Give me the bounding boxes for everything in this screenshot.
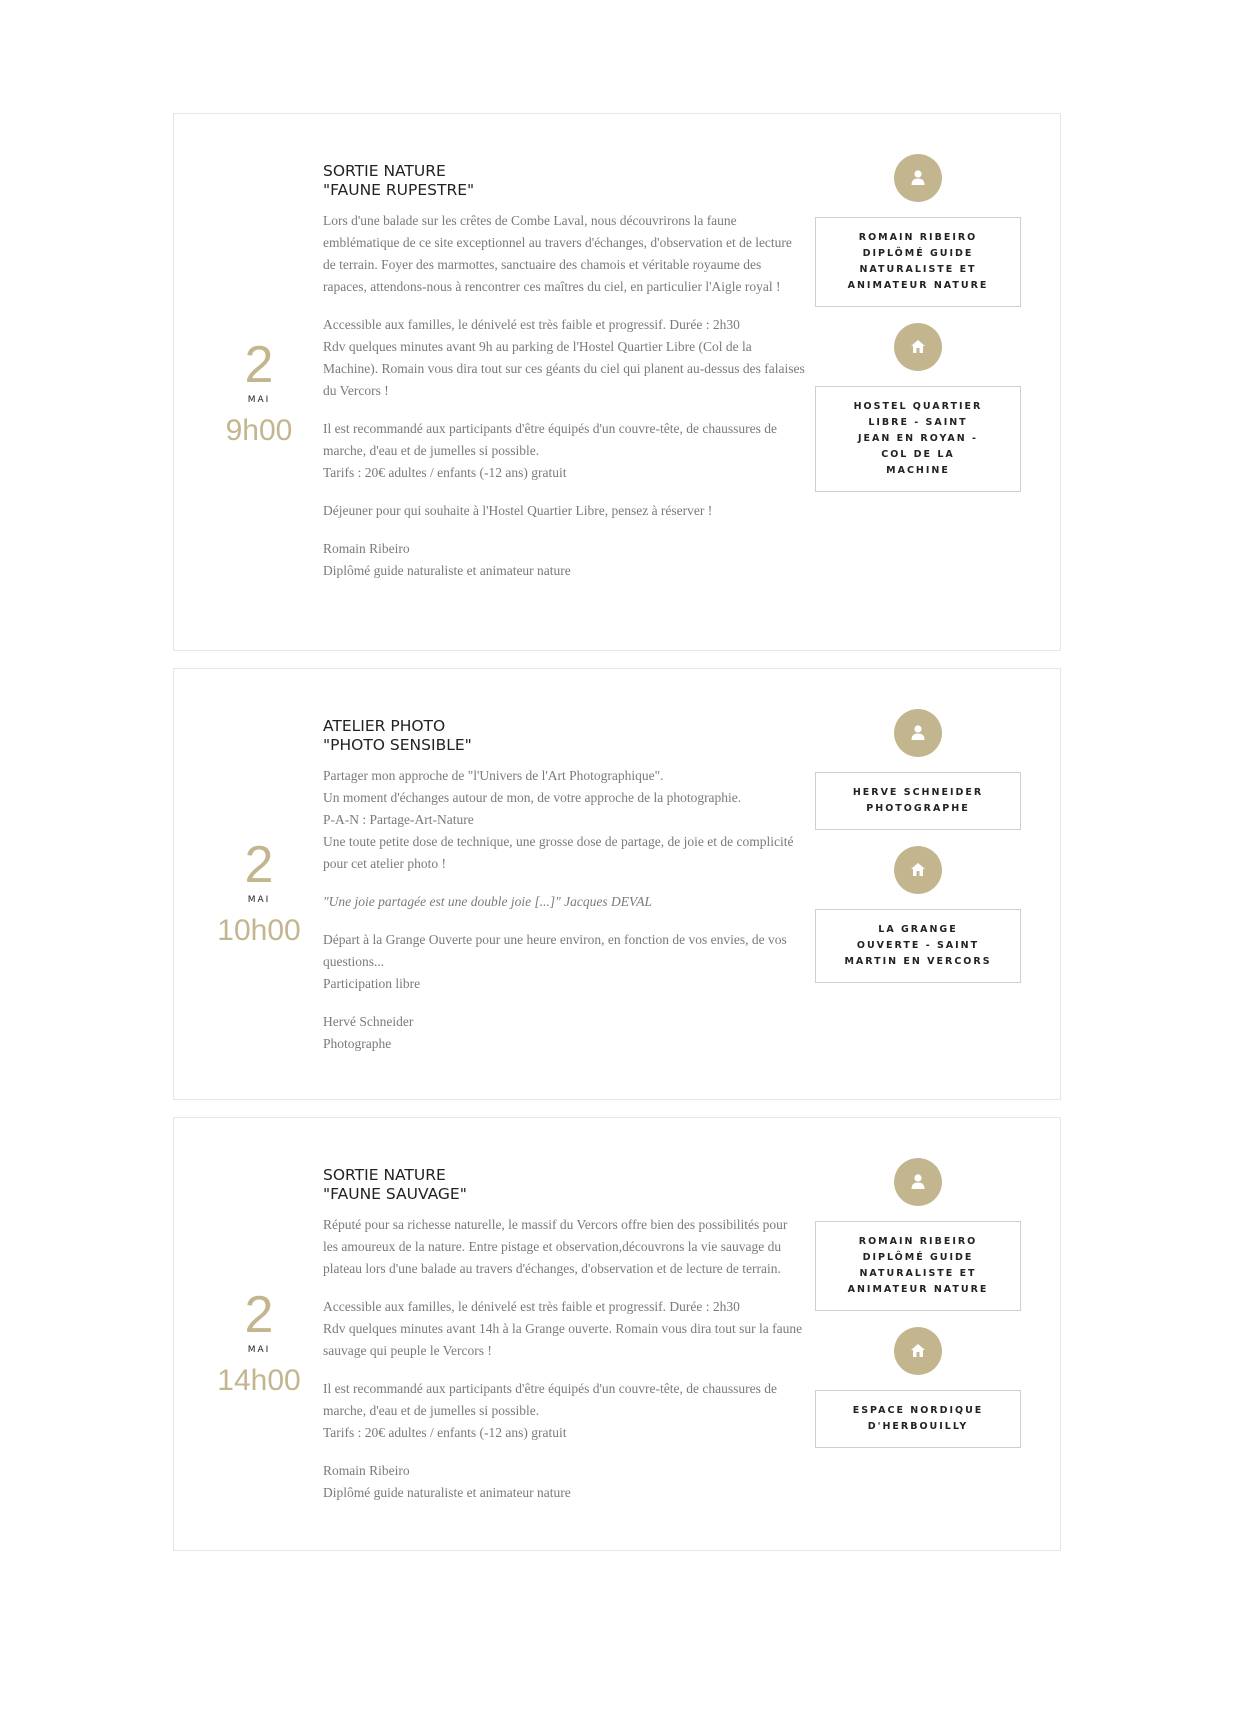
user-icon	[894, 154, 942, 202]
event-description	[323, 1214, 805, 1280]
location-box: ESPACE NORDIQUE D'HERBOUILLY	[815, 1390, 1021, 1448]
event-day: 2	[244, 836, 274, 894]
text-line: Partager mon approche de "l'Univers de l'Art Photographique".	[323, 768, 664, 783]
event-card-2	[173, 668, 1061, 1100]
text-line: Photographe	[323, 1036, 392, 1051]
event-day: 2	[244, 336, 274, 394]
text-line: Un moment d'échanges autour de mon, de votre approche de la photographie.	[323, 790, 742, 805]
location-box: LA GRANGE OUVERTE - SAINT MARTIN EN VERCORS	[815, 909, 1021, 983]
event-quote	[323, 891, 805, 913]
guide-box: ROMAIN RIBEIRO DIPLÔMÉ GUIDE NATURALISTE ET ANIMATEUR NATURE	[815, 217, 1021, 307]
user-icon	[894, 709, 942, 757]
event-title-line1: ATELIER PHOTO	[323, 717, 446, 735]
guide-box: HERVE SCHNEIDER PHOTOGRAPHE	[815, 772, 1021, 830]
event-date	[194, 336, 324, 447]
event-signature	[323, 538, 805, 582]
event-sidebar	[815, 154, 1021, 508]
event-month: MAI	[247, 395, 271, 405]
event-title	[323, 1166, 805, 1204]
text-line: Hervé Schneider	[323, 1014, 414, 1029]
event-access-info	[323, 314, 805, 402]
event-title-line2: "FAUNE SAUVAGE"	[323, 1185, 467, 1203]
event-title-line1: SORTIE NATURE	[323, 1166, 446, 1184]
event-signature	[323, 1011, 805, 1055]
text-line: Déjeuner pour qui souhaite à l'Hostel Quartier Libre, pensez à réserver !	[323, 503, 713, 518]
event-card-3	[173, 1117, 1061, 1551]
guide-box: ROMAIN RIBEIRO DIPLÔMÉ GUIDE NATURALISTE ET ANIMATEUR NATURE	[815, 1221, 1021, 1311]
text-line: Rdv quelques minutes avant 9h au parking de l'Hostel Quartier Libre (Col de la Machine). Romain vous dira tout sur ces géants du ciel qui planent au-dessus des falaises du Vercors !	[323, 339, 805, 398]
event-month: MAI	[247, 895, 271, 905]
event-access-info	[323, 1296, 805, 1362]
event-title-line2: "PHOTO SENSIBLE"	[323, 736, 472, 754]
event-time: 9h00	[225, 414, 293, 447]
user-icon	[894, 1158, 942, 1206]
text-line: P-A-N : Partage-Art-Nature	[323, 812, 474, 827]
text-line: Départ à la Grange Ouverte pour une heure environ, en fonction de vos envies, de vos questions...	[323, 932, 787, 969]
home-icon	[894, 323, 942, 371]
event-description	[323, 765, 805, 875]
text-line: Diplômé guide naturaliste et animateur nature	[323, 1485, 571, 1500]
event-time: 10h00	[217, 914, 301, 947]
event-content	[323, 717, 805, 1071]
text-line: Tarifs : 20€ adultes / enfants (-12 ans) gratuit	[323, 465, 567, 480]
text-line: Une toute petite dose de technique, une grosse dose de partage, de joie et de complicité pour cet atelier photo !	[323, 834, 794, 871]
text-line: Il est recommandé aux participants d'être équipés d'un couvre-tête, de chaussures de marche, d'eau et de jumelles si possible.	[323, 1381, 777, 1418]
event-content	[323, 1166, 805, 1520]
text-line: Diplômé guide naturaliste et animateur nature	[323, 563, 571, 578]
home-icon	[894, 1327, 942, 1375]
event-requirements	[323, 418, 805, 484]
location-box: HOSTEL QUARTIER LIBRE - SAINT JEAN EN ROYAN - COL DE LA MACHINE	[815, 386, 1021, 492]
text-line: Accessible aux familles, le dénivelé est très faible et progressif. Durée : 2h30	[323, 317, 740, 332]
event-lunch-info	[323, 500, 805, 522]
text-line: Accessible aux familles, le dénivelé est très faible et progressif. Durée : 2h30	[323, 1299, 740, 1314]
text-line: Réputé pour sa richesse naturelle, le massif du Vercors offre bien des possibilités pour les amoureux de la nature. Entre pistage et observation,découvrons la vie sauvage du plateau lors d'une balade au travers d'échanges, d'observation et de lecture de terrain.	[323, 1217, 788, 1276]
event-time: 14h00	[217, 1364, 301, 1397]
event-title	[323, 162, 805, 200]
text-line: Romain Ribeiro	[323, 1463, 410, 1478]
event-title-line1: SORTIE NATURE	[323, 162, 446, 180]
event-description	[323, 210, 805, 298]
text-line: Il est recommandé aux participants d'être équipés d'un couvre-tête, de chaussures de marche, d'eau et de jumelles si possible.	[323, 421, 777, 458]
text-line: Lors d'une balade sur les crêtes de Combe Laval, nous découvrirons la faune emblématique de ce site exceptionnel au travers d'échanges, d'observation et de lecture de terrain. Foyer des marmottes, sanctuaire des chamois et véritable royaume des rapaces, attendons-nous à rencontrer ces maîtres du ciel, en particulier l'Aigle royal !	[323, 213, 792, 294]
event-requirements	[323, 1378, 805, 1444]
event-day: 2	[244, 1286, 274, 1344]
event-date	[194, 1286, 324, 1397]
text-line: "Une joie partagée est une double joie [...]" Jacques DEVAL	[323, 894, 653, 909]
event-title-line2: "FAUNE RUPESTRE"	[323, 181, 475, 199]
event-sidebar	[815, 709, 1021, 999]
event-content	[323, 162, 805, 598]
text-line: Romain Ribeiro	[323, 541, 410, 556]
text-line: Rdv quelques minutes avant 14h à la Grange ouverte. Romain vous dira tout sur la faune sauvage qui peuple le Vercors !	[323, 1321, 803, 1358]
event-month: MAI	[247, 1345, 271, 1355]
event-signature	[323, 1460, 805, 1504]
event-departure-info	[323, 929, 805, 995]
text-line: Tarifs : 20€ adultes / enfants (-12 ans) gratuit	[323, 1425, 567, 1440]
event-card-1	[173, 113, 1061, 651]
event-sidebar	[815, 1158, 1021, 1464]
event-title	[323, 717, 805, 755]
home-icon	[894, 846, 942, 894]
event-date	[194, 836, 324, 947]
text-line: Participation libre	[323, 976, 421, 991]
